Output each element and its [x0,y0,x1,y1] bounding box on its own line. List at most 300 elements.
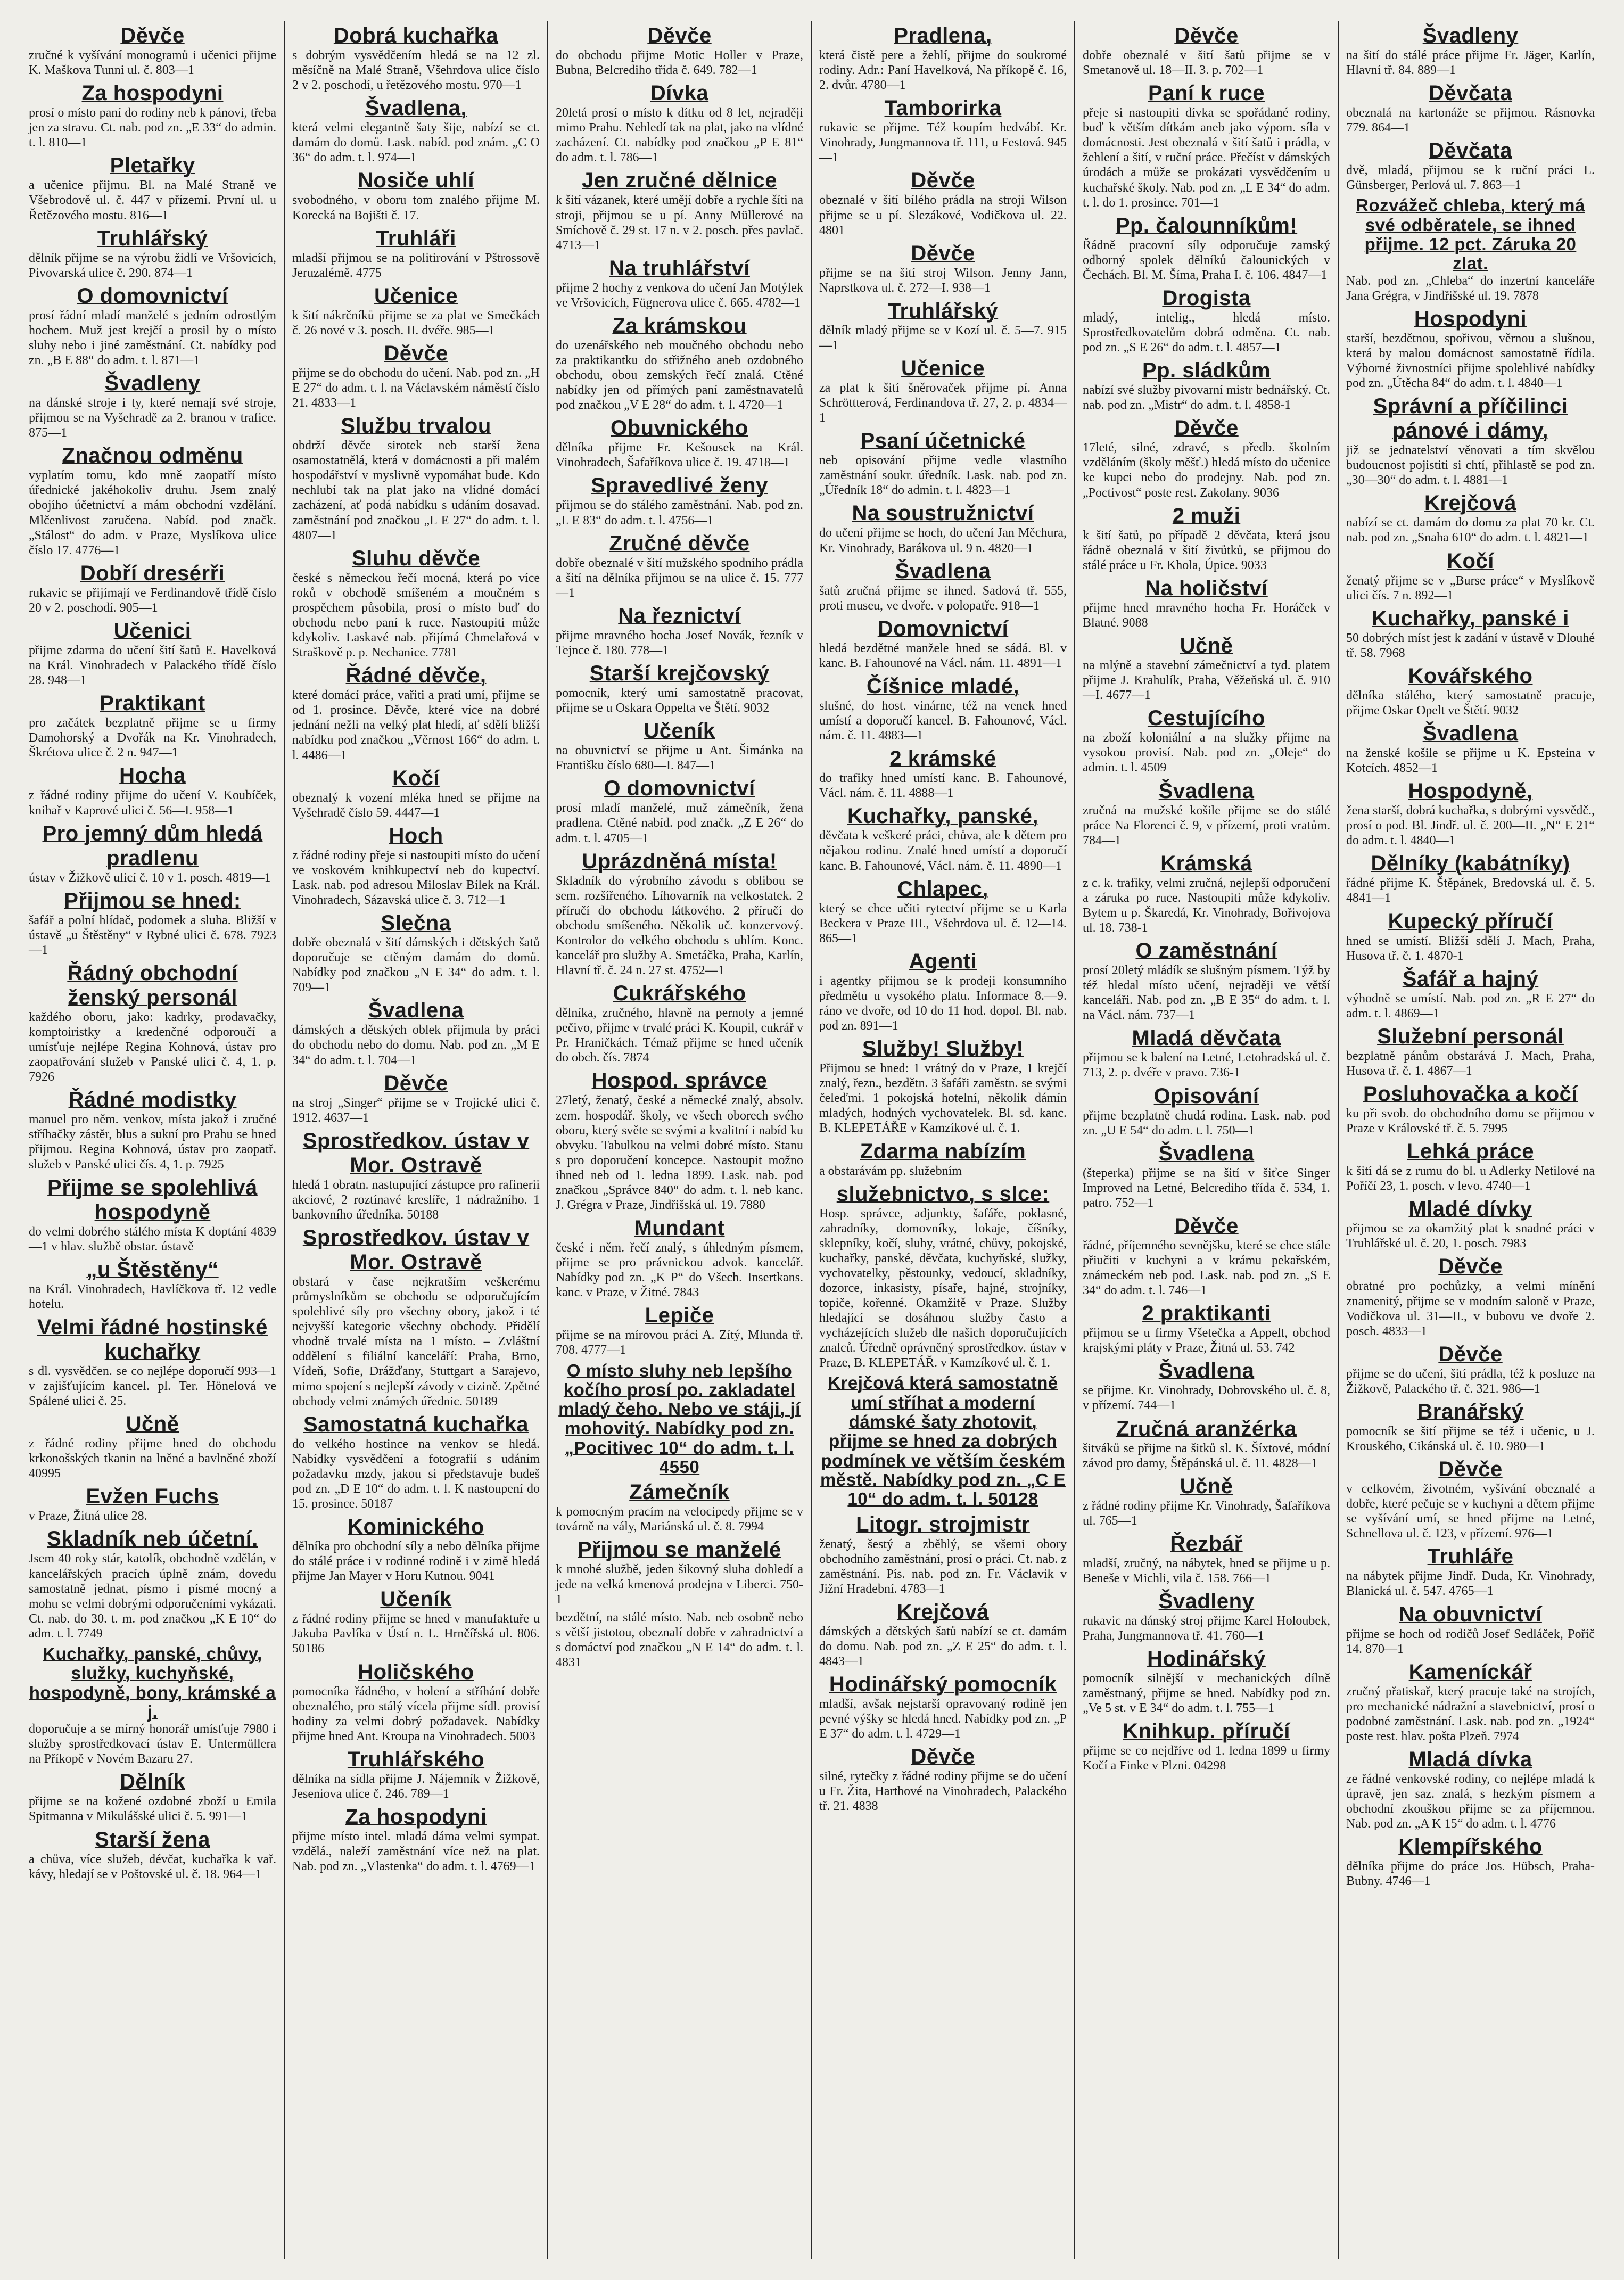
ad-title: Švadlena, [365,96,467,120]
ad-text: dělník přijme se na výrobu židlí ve Vršovicích, Pivovarská ulice č. 290. 874—1 [29,251,276,280]
classified-ad [292,339,540,411]
ad-title: 2 krámské [889,747,996,771]
classified-ad [819,1371,1067,1510]
ad-title: Správní a příčilinci pánové i dámy, [1373,394,1568,443]
ad-title: Služební personál [1377,1024,1564,1048]
ad-text: ženatý přijme se v „Burse práce“ v Myslíkově ulici čís. 7 n. 892—1 [1346,573,1595,603]
ad-title: Samostatná kuchařka [303,1412,529,1436]
classified-ad [1346,1397,1595,1455]
ad-text: která čistě pere a žehlí, přijme do soukromé rodiny. Adr.: Paní Havelková, Na příkopě č. 16, 2. dvůr. 4780—1 [819,48,1067,93]
ad-title: Služby! Služby! [862,1037,1024,1061]
ad-text: každého oboru, jako: kadrky, prodavačky, komptoiristky a kredenčné odporoučí a umísťuje nejlépe Regina Kohnová, ústav pro zaopatřování služeb v Panské ulici č. 4, 1. p. 7926 [29,1010,276,1084]
ad-column [285,21,548,2259]
ad-text: k pomocným pracím na velocipedy přijme se v továrně na vály, Mariánská ul. č. 8. 7994 [556,1505,803,1534]
ad-text: Jsem 40 roky stár, katolík, obchodně vzdělán, v kancelářských pracích úplně znám, dovedu samostatně jednat, písmo i písmé mocný a mohu se velmi dobrými odporučeními vykázati. Ct. nab. do 30. t. m. pod značkou „K E 10“ do adm. t. l. 7749 [29,1552,276,1641]
ad-text: obeznalé v šití bílého prádla na stroji Wilson přijme se u pí. Slezákové, Vodičkova ul. 22. 4801 [819,193,1067,237]
classified-ad [292,1512,540,1585]
classified-ad [556,1478,803,1535]
ad-title: Truhlářský [887,299,999,323]
ad-title: Knihkup. příručí [1123,1719,1290,1743]
ad-title: Skladník neb účetní. [47,1527,258,1551]
ad-title: Opisování [1153,1084,1259,1108]
ad-text: prosí řádní mladí manželé s jedním odrostlým hochem. Muž jest krejčí a prosil by o místo sluhy nebo i jiné zaměstnání. Ct. nabídky pod zn. „B E 88“ do adm. t. l. 871—1 [29,308,276,368]
ad-title: Švadleny [1422,24,1519,47]
ad-title: Děvče [911,241,975,265]
classified-ad [1346,1832,1595,1890]
classified-ad [29,1482,276,1525]
classified-ad [1083,356,1330,414]
ad-text: dělníka přijme Fr. Kešousek na Král. Vinohradech, Šafaříkova ulice č. 19. 4718—1 [556,441,803,470]
ad-title: Cukrářského [613,982,746,1006]
classified-ad [29,282,276,369]
ad-title: O zaměstnání [1135,939,1277,963]
ad-title: Děvče [1438,1255,1503,1279]
ad-title: „u Štěstěny“ [86,1257,219,1281]
ad-text: hledá 1 obratn. nastupující zástupce pro rafinerii akciové, 2 roztínavé kreslíře, 1 nádražního. 1 bankovního úředníka. 50188 [292,1178,540,1222]
ad-text: pomocník, který umí samostatně pracovat, přijme se u Oskara Oppelta ve Štětí. 9032 [556,686,803,715]
classified-ad [1083,284,1330,356]
ad-text: hledá bezdětné manžele hned se sádá. Bl. v kanc. B. Fahounové na Václ. nám. 11. 4891—1 [819,641,1067,670]
classified-ad [819,426,1067,499]
ad-title: Zručné děvče [609,531,750,555]
ad-title: Kameníckář [1408,1660,1532,1684]
classified-ad [1083,1717,1330,1774]
classified-ad [1083,1212,1330,1299]
classified-ad [292,1802,540,1875]
ad-text: ústav v Žižkově ulicí č. 10 v 1. posch. 4819—1 [29,870,271,885]
classified-ad [1346,1340,1595,1397]
classified-ad [1083,1299,1330,1356]
ad-title: Švadleny [104,372,201,396]
classified-ad [1083,21,1330,79]
classified-ad [292,996,540,1068]
ad-text: řádné přijme K. Štěpánek, Bredovská ul. č. 5. 4841—1 [1346,876,1595,906]
classified-ad [1083,849,1330,936]
ad-text: pro začátek bezplatně přijme se u firmy Damohorský a Dvořák na Kr. Vinohradech, Škrétova ulice č. 2 n. 947—1 [29,716,276,760]
ad-title: Za hospodyni [81,81,224,105]
classified-ad [1346,1080,1595,1137]
classified-ad [556,529,803,602]
ad-text: rukavic se přijme. Též koupím hedvábí. Kr. Vinohrady, Jungmannova tř. 111, u Festová. 945—1 [819,121,1067,165]
classified-ad [29,1525,276,1642]
ad-title: 2 muži [1172,504,1241,528]
ad-title: Na holičství [1145,576,1268,600]
classified-ad [556,79,803,166]
classified-ad [819,1034,1067,1137]
ad-text: k šití dá se z rumu do bl. u Adlerky Netilové na Poříčí 23, 1. posch. v levo. 4740—1 [1346,1164,1595,1193]
ad-text: k šití šatů, po případě 2 děvčata, která jsou řádně obeznalá v šití živůtků, se přijmou do stálé práce u Fr. Khola, Úpice. 9033 [1083,528,1330,572]
classified-ad [292,166,540,224]
ad-title: Truhláře [1427,1545,1514,1569]
classified-ad [29,1255,276,1313]
ad-title: Hospod. správce [591,1069,768,1093]
classified-ad [819,1510,1067,1598]
classified-ad [556,1535,803,1608]
classified-ad [556,1066,803,1214]
classified-ad [292,1658,540,1745]
ad-title: Učenice [901,357,985,381]
ad-title: Hospodyni [1414,307,1527,331]
ad-column [812,21,1075,2259]
ad-title: Starší krejčovský [589,662,770,686]
ad-title: Hoch [389,824,443,847]
ad-title: Učeník [644,719,715,743]
ad-text: dělníka pro obchodní síly a nebo dělníka přijme do stálé práce i v rodinné rodině i v zimě hledá přijme Jan Mayer v Horu Kutnou. 9041 [292,1540,540,1584]
ad-text: na zboží koloniální a na služky přijme na vysokou provisí. Nab. pod zn. „Oleje“ do admin. t. l. 4509 [1083,731,1330,775]
ad-title: Přijmou se manželé [578,1538,781,1562]
ad-text: dělníka, zručného, hlavně na pernoty a jemné pečivo, přijme v trvalé práci K. Koupil, cukrář v Pr. Hraničkách. Témaž přijme se hned učeník do obch. čís. 7874 [556,1006,803,1065]
ad-text: prosí o místo paní do rodiny neb k pánovi, třeba jen za stravu. Ct. nab. pod zn. „E 33“ do admin. t. l. 810—1 [29,106,276,150]
ad-text: přijmou se k balení na Letné, Letohradská ul. č. 713, 2. p. dvéře v pravo. 736-1 [1083,1051,1330,1080]
ad-title: Velmi řádné hostinské kuchařky [37,1315,268,1363]
ad-title: Děvče [911,1745,975,1769]
ad-title: Mladá dívka [1408,1748,1532,1772]
ad-text: přijme se na mírovou práci A. Zítý, Mlunda tř. 708. 4777—1 [556,1328,803,1357]
ad-title: Starší žena [95,1828,210,1851]
ad-text: dámských a dětských šatů nabízí se ct. damám do domu. Nab. pod zn. „Z E 25“ do adm. t. l. 4843—1 [819,1624,1067,1668]
ad-text: dobře obeznalé v šití šatů přijme se v Smetanově ul. 18—II. 3. p. 702—1 [1083,48,1330,78]
classified-ad [29,959,276,1085]
classified-ad [556,979,803,1066]
classified-ad [1346,489,1595,546]
ad-title: Klempířského [1398,1835,1543,1859]
ad-title: Dělník [119,1770,186,1794]
ad-title: Službu trvalou [341,414,491,438]
ad-text: přijme bezplatně chudá rodina. Lask. nab. pod zn. „U E 54“ do adm. t. l. 750—1 [1083,1108,1330,1138]
ad-text: hned se umístí. Bližší sdělí J. Mach, Praha, Husova tř. č. 1. 4870-1 [1346,934,1595,963]
ad-text: mladý, intelig., hledá místo. Sprostředkovatelům dobrá odměna. Ct. nab. pod zn. „S E 26“ do adm. t. l. 4857—1 [1083,310,1330,355]
classified-ad [1346,392,1595,489]
ad-title: Domovnictví [877,616,1009,640]
ad-title: Spravedlivé ženy [591,474,768,498]
ad-text: již se jednatelství věnovati a tím skvělou budoucnost pojistiti si chtí, přihlastě se pod zn. „30—30“ do adm. t. l. 4881—1 [1346,443,1595,488]
classified-ad [29,441,276,558]
classified-ad [292,1126,540,1223]
ad-title: Děvče [1438,1342,1503,1366]
ad-text: české i něm. řečí znalý, s úhledným písmem, přijme se pro právnickou advok. kancelář. Nabídky pod zn. „K P“ do Všech. Insertkans. kanc. v Praze, v Žitné. 7843 [556,1241,803,1300]
ad-text: starší, bezdětnou, spořivou, věrnou a slušnou, která by malou domácnost samostatně řídila. Výborné živnostníci přijme spolehlivé nabídky pod zn. „Útěcha 84“ do adm. t. l. 4840—1 [1346,331,1595,391]
ad-text: (šteperka) přijme se na šití v šiťce Singer Improved na Letné, Belcrediho třída č. 534, 1. patro. 752—1 [1083,1166,1330,1210]
ad-text: na ženské košile se přijme u K. Epsteina v Kotcích. 4852—1 [1346,746,1595,776]
classified-ad [1083,1356,1330,1414]
ad-text: výhodně se umístí. Nab. pod zn. „R E 27“ do adm. t. l. 4869—1 [1346,991,1595,1020]
ad-title: Za krámskou [612,314,747,338]
ad-title: Řezbář [1170,1532,1243,1555]
ad-text: přijme se na šití stroj Wilson. Jenny Jann, Naprstkova ul. č. 272—I. 938—1 [819,266,1067,295]
ad-text: ženatý, šestý a zběhlý, se všemi obory obchodního zaměstnání, prosí o práci. Ct. nab. z zaměstnání. Pís. nab. pod zn. Fr. Václavik v Jižní Hradební. 4783—1 [819,1537,1067,1596]
ad-text: z c. k. trafiky, velmi zručná, nejlepší odporučení a záruka po ruce. Nastoupiti může kdykoliv. Bytem u p. Škaredá, Kr. Vinohrady, Bořivojova ul. 18. 738-1 [1083,876,1330,935]
ad-title: Paní k ruce [1148,81,1265,105]
ad-text: šafář a polní hlídač, podomek a sluha. Bližší v ústavě „u Štěstěny“ v Rybné ulici č. 678. 7923—1 [29,913,276,957]
ad-text: 17leté, silné, zdravé, s předb. školním vzděláním (školy měšť.) hledá místo do učenice ke kupci nebo do prodejny. Nab. pod zn. „Poctivost“ poste rest. Zakolany. 9036 [1083,441,1330,500]
ad-text: bezplatně pánům obstarává J. Mach, Praha, Husova tř. č. 1. 4867—1 [1346,1049,1595,1078]
classified-ad [29,819,276,886]
classified-ad [29,1767,276,1825]
classified-ad [29,79,276,151]
ad-title: Kovářského [1408,664,1533,688]
classified-ad [29,761,276,819]
ad-title: Dívka [650,81,709,105]
ad-title: Řádný obchodní ženský personál [67,961,238,1009]
ad-title: Učně [1180,1474,1233,1498]
classified-ad [819,297,1067,354]
ad-text: šitváků se přijme na šitků sl. K. Šíxtové, módní závod pro damy, Štěpánská ul. č. 11. 4828—1 [1083,1441,1330,1470]
ad-title: Chlapec, [897,877,988,901]
ad-title: Děvče [384,341,448,365]
ad-title: Děvčata [1429,81,1512,105]
ad-text: dělníka na sídla přijme J. Nájemník v Žižkově, Jeseniova ulice č. 246. 789—1 [292,1772,540,1801]
ad-text: na obuvnictví se přijme u Ant. Šimánka na Františku číslo 680—I. 847—1 [556,744,803,773]
ad-title: Hodinářský pomocník [829,1673,1057,1697]
ad-text: prosí mladí manželé, muž zámečník, žena pradlena. Ctěné nabíd. pod značk. „Z E 26“ do adm. t. l. 4705—1 [556,801,803,845]
ad-title: Číšnice mladé, [866,674,1020,698]
classified-ad [1083,777,1330,849]
ad-title: Přijme se spolehlivá hospodyně [47,1175,258,1224]
ad-text: neb opisování přijme vedle vlastního zaměstnání soukr. úředník. Lask. nab. pod zn. „Úředník 18“ do admin. t. l. 4823—1 [819,454,1067,498]
ad-text: na mlýně a stavební zámečnictví a tyd. platem přijme J. Krahulík, Praha, Věžeňská ul. č. 910—I. 4677—1 [1083,659,1330,703]
ad-title: Kočí [392,766,440,790]
ad-text: z řádné rodiny přijme hned do obchodu krkonošských tkanin na lněné a bavlněné zboží 40995 [29,1437,276,1481]
ad-title: Švadlena [1158,1359,1255,1383]
classified-ad [1346,965,1595,1022]
classified-ad [819,614,1067,672]
ad-text: i agentky přijmou se k prodeji konsumního předmětu u vysokého platu. Informace 8.—9. ráno ve dvoře, od 10 do 11 hod. dopol. Bl. nab. pod zn. 891—1 [819,974,1067,1033]
classified-ad [1346,1542,1595,1600]
classified-ad [292,544,540,661]
classified-ad [29,151,276,224]
ad-text: obeznalá na kartonáže se přijmou. Rásnovka 779. 864—1 [1346,106,1595,135]
ad-text: mladší, avšak nejstarší opravovaný rodině jen pevné výšky se hledá hned. Nabídky pod zn. „P E 37“ do adm. t. l. 4729—1 [819,1697,1067,1741]
ad-text: přijme se hoch od rodičů Josef Sedláček, Poříč 14. 870—1 [1346,1627,1595,1656]
classified-ad [819,802,1067,874]
classified-ad [29,886,276,959]
classified-ad [819,672,1067,744]
classified-ad [819,1742,1067,1815]
ad-title: Jen zručné dělnice [582,169,777,193]
classified-ad [1083,936,1330,1024]
ad-text: přeje si nastoupiti dívka se spořádané rodiny, buď k větším dítkám aneb jako výpom. síla v domácnosti. Jest obeznalá v šití šatů i prádla, v žehlení a šití, v ruční práce. Přečíst v dámských úrodách a může se prokázati vysvědčením u kuchařské školy. Nab. pod zn. „L E 34“ do adm. t. l. do 1. prosince. 701—1 [1083,106,1330,210]
ad-text: šatů zručná přijme se ihned. Sadová tř. 555, proti museu, ve dvoře. v polopatře. 918—1 [819,583,1067,613]
ad-title: Evžen Fuchs [86,1485,219,1509]
ad-text: prosí 20letý mládík se slušným písmem. Týž by též hledal místo učení, nejraději ve větší kanceláři. Nab. pod zn. „B E 35“ do adm. t. l. na Václ. nám. 737—1 [1083,964,1330,1023]
classified-ad [1346,1745,1595,1832]
classified-ad [29,1642,276,1767]
ad-text: k šití nákrčníků přijme se za plat ve Smečkách č. 26 nové v 3. posch. II. dvéře. 985—1 [292,308,540,338]
ad-title: Pp. sládkům [1142,359,1271,383]
classified-ad [1083,79,1330,211]
classified-ad [1346,719,1595,777]
ad-title: Pp. čalounníkům! [1115,213,1298,237]
ad-title: Přijmou se hned: [64,888,241,912]
ad-text: obstará v čase nejkratším veškerému průmyslníkům se obchodu se odporučujícím spolehlivé síly pro všechny obory, jakož i té nejvyšší kategorie všechny obchody. Přidělí vhodně trvalé místa na 1 místo. – Zvláštní oddělení s filiální kanceláří: Praha, Brno, Vídeň, Sofie, Drážďany, Stuttgart a Sarajevo, mimo spojení s nejlepší závody v cizině. Zpětné obchody velmi známých úřednic. 50189 [292,1274,540,1409]
ad-title: Dobrá kuchařka [333,24,499,47]
ad-title: Děvče [1174,24,1239,47]
classified-ad [292,1223,540,1410]
ad-text: 20letá prosí o místo k dítku od 8 let, nejraději mimo Prahu. Nehledí tak na plat, jako na vlídné zacházení. Ct. nabídky pod značkou „P E 81“ do adm. t. l. 786—1 [556,106,803,165]
ad-text: obdrží děvče sirotek neb starší žena osamostatnělá, která v domácnosti a při malém hospodářství v myslivně vypomáhat bude. Kdo nechlubí tak na plat jako na vlídné domácí zacházení, ať podá nabídku s udáním dosavad. zaměstnání pod značkou „L E 27“ do adm. t. l. 4807—1 [292,439,540,542]
classified-ad [29,1410,276,1482]
classified-ad [292,224,540,282]
ad-title: Branářský [1417,1400,1524,1423]
ad-title: Praktikant [100,692,205,715]
classified-ad [819,1598,1067,1670]
ad-title: Obuvnického [611,416,748,440]
classified-ad [1346,547,1595,604]
ad-title: Hocha [119,764,186,788]
classified-ad [556,1214,803,1301]
ad-title: Značnou odměnu [62,444,243,468]
classified-ad [29,689,276,761]
ad-text: rukavic na dánský stroj přijme Karel Holoubek, Praha, Jungmannova tř. 41. 760—1 [1083,1614,1330,1643]
ad-text: a chůva, více služeb, dévčat, kuchařka k vař. kávy, hledají se v Poštovské ul. č. 18. 964—1 [29,1852,276,1881]
classified-ad [292,94,540,166]
classified-ad [819,239,1067,297]
ad-column [1339,21,1602,2259]
ad-column [21,21,285,2259]
ad-text: do velkého hostince na venkov se hledá. Nabídky vysvědčení a fotografií s udáním požadavku mzdy, jakou si představuje budeš pod zn. „D E 10“ do adm. t. l. K nastoupení do 15. prosince. 50187 [292,1437,540,1511]
ad-text: pomocníka řádného, v holení a stříhání dobře obeznalého, pro stálý vícela přijme sídl. provisí hodiny za velmi dobrý požadavek. Nabídky přijme hned Ant. Kroupa na Vinohradech. 5003 [292,1684,540,1743]
ad-title: Mundant [634,1216,725,1240]
classified-ad [1346,777,1595,849]
ad-text: nabízí své služby pivovarní mistr bednářský. Ct. nab. pod zn. „Mistr“ do adm. t. l. 4858-1 [1083,383,1330,413]
classified-ad [29,1173,276,1255]
ad-text: do obchodu přijme Motic Holler v Praze, Bubna, Belcrediho třída č. 649. 782—1 [556,48,803,78]
ad-title: Krejčová která samostatně umí stříhat a moderní dámské šaty zhotovit, přijme se hned za dobrých podmínek ve větším českém městě. Nabídky pod zn. „C E 10“ do adm. t. l. 50128 [820,1373,1066,1509]
ad-title: Truhlářského [347,1747,485,1771]
classified-ad [819,1670,1067,1742]
ad-text: který se chce učiti rytectví přijme se u Karla Beckera v Praze III., Všehrdova ul. č. 12—14. 865—1 [819,901,1067,945]
classified-ad [29,1085,276,1173]
ad-text: ze řádné venkovské rodiny, co nejlépe mladá k úpravě, jen saz. znalá, s hezkým písmem a obchodní zkouškou přijme se za příjemnou. Nab. pod zn. „A K 15“ do adm. t. l. 4776 [1346,1772,1595,1831]
ad-title: Mladá děvčata [1132,1026,1281,1050]
ad-column [1075,21,1339,2259]
ad-title: Pletařky [110,154,195,178]
ad-text: přijmou se u firmy Všetečka a Appelt, obchod krajskými pláty v Praze, Žitná ul. 53. 742 [1083,1326,1330,1355]
classified-ad [556,847,803,980]
ad-title: Cestujícího [1147,706,1266,730]
classified-ad [1346,662,1595,719]
ad-text: k mnohé službě, jeden šikovný sluha dohledí a jede na velká kmenová prodejna v Liberci. 750-1 [556,1562,803,1607]
classified-ad [819,1137,1067,1180]
ad-title: Na truhlářství [609,256,750,280]
classified-ad [1346,1137,1595,1195]
ad-text: které domácí práce, vařiti a prati umí, přijme se od 1. prosince. Děvče, které více na dobré jednání nežli na velký plat hledí, ať sdělí bližší nabídku pod značkou „Věrnost 166“ do adm. t. l. 4486—1 [292,688,540,762]
classified-ad [819,1180,1067,1372]
ad-text: do trafiky hned umístí kanc. B. Fahounové, Václ. nám. č. 11. 4888—1 [819,771,1067,801]
ad-text: do učení přijme se hoch, do učení Jan Měchura, Kr. Vinohrady, Barákova ul. 9 n. 4820—1 [819,526,1067,555]
classified-ad [1346,1455,1595,1542]
ad-title: Za hospodyni [345,1805,487,1829]
ad-text: dvě, mladá, přijmou se k ruční práci L. Günsberger, Perlová ul. 7. 863—1 [1346,163,1595,193]
ad-text: dobře obeznalé v šití mužského spodního prádla a šití na dělníka přijmou se na ulice č. 15. 777—1 [556,556,803,600]
ad-text: přijme místo intel. mladá dáma velmi sympat. vzdělá., naleží zaměstnání více než na plat. Nab. pod zn. „Vlastenka“ do adm. t. l. 4769—1 [292,1830,540,1874]
classified-ad [1083,1082,1330,1139]
classified-ad [1346,79,1595,136]
classified-ad [819,557,1067,614]
ad-title: Hospodyně, [1408,779,1533,803]
ad-title: Švadleny [1158,1590,1255,1613]
ad-text: s dobrým vysvědčením hledá se na 12 zl. měsíčně na Malé Straně, Všehrdova ulice číslo 2 v 2. poschodí, u řetězového mostu. 970—1 [292,48,540,93]
ad-text: děvčata k veškeré práci, chůva, ale k dětem pro nějakou rodinu. Znalé hned umístí a doporučí kanc. B. Fahounové, Václ. nám. č. 11. 4890—1 [819,829,1067,873]
ad-title: Zdarma nabízím [860,1139,1026,1163]
classified-ad [292,661,540,763]
classified-ad [1083,1024,1330,1081]
ad-title: Kuchařky, panské i [1372,606,1569,630]
classified-ad [1346,304,1595,392]
ad-text: dámských a dětských oblek přijmula by práci do obchodu nebo do domu. Nab. pod zn. „M E 34“ do adm. t. l. 704—1 [292,1023,540,1067]
classified-ad [1346,1195,1595,1252]
ad-text: vyplatím tomu, kdo mně zaopatří místo úřednické jakéhokoliv druhu. Jsem znalý obojího účetnictví a mám obchodní vzdělání. Mlčenlivost zaručena. Nabíd. pod značk. „Stálost“ do adm. v Praze, Myslíkova ulice číslo 17. 4776—1 [29,468,276,557]
classified-ad [1083,704,1330,776]
classified-ad [1083,1414,1330,1472]
ad-text: Přijmou se hned: 1 vrátný do v Praze, 1 krejčí znalý, řezn., bezdětn. 3 šafáři zaměstn. se svými čeleďmi. 1 pokojská hotelní, několik dámín mladých, hodných vychovatelek. Bl. sd. kanc. B. KLEPETÁŘE v Kamzíkové ul. č. 1. [819,1061,1067,1135]
classified-ad [1346,1252,1595,1339]
ad-title: Zručná aranžérka [1116,1417,1297,1441]
classified-ad [819,875,1067,947]
ad-title: Uprázdněná místa! [582,849,777,873]
ad-text: v Praze, Žitná ulice 28. [29,1509,147,1524]
classified-ad [29,559,276,616]
classified-ad [556,717,803,774]
ad-title: Kupecký příručí [1388,909,1553,933]
classified-ad [29,369,276,441]
classified-ad [819,21,1067,94]
ad-title: Řádné děvče, [345,664,487,688]
ad-title: Šafář a hajný [1402,967,1539,991]
ad-title: Sprostředkov. ústav v Mor. Ostravě [302,1225,530,1274]
ad-title: Kočí [1447,549,1494,573]
ad-title: Tamborirka [884,96,1002,120]
ad-text: svobodného, v oboru tom znalého přijme M. Korecká na Bojišti č. 17. [292,193,540,223]
ad-title: O domovnictví [77,284,228,308]
ad-title: O domovnictví [604,777,755,801]
newspaper-page [21,21,1602,2259]
ad-text: přijme se na kožené ozdobné zboží u Emila Spitmanna v Mikulášské ulici č. 5. 991—1 [29,1795,276,1824]
classified-ad [1346,1022,1595,1080]
ad-text: z řádné rodiny přijme se hned v manufaktuře u Jakuba Pavlíka v Ústí n. L. Hrnčířská ul. 806. 50186 [292,1612,540,1656]
classified-ad [819,744,1067,802]
classified-ad [556,21,803,79]
ad-title: Děvčata [1429,139,1512,163]
classified-ad [1083,414,1330,501]
ad-text: rukavic se přijímají ve Ferdinandově třídě číslo 20 v 2. poschodí. 905—1 [29,586,276,615]
classified-ad [1083,1529,1330,1587]
ad-text: z řádné rodiny přeje si nastoupiti místo do učení ve voskovém knihkupectví neb do kupectví. Lask. nab. pod adresou Miloslav Bílek na Král. Vinohradech, Sázavská ulice č. 3. 712—1 [292,848,540,907]
ad-title: O místo sluhy neb lepšího kočího prosí po. zakladatel mladý čeho. Nebo ve stáji, jí mohovitý. Nabídky pod zn. „Pocitivec 10“ do adm. t. l. 4550 [558,1360,801,1477]
classified-ad [292,1745,540,1802]
ad-text: 27letý, ženatý, české a německé znalý, absolv. zem. hospodář. školy, ve všech oborech svého oboru, který světe se svými a kvalitní i nabíd ku obvyku. Tabulkou na velmi dobré místo. Stanu s pro doporučení koncepce. Nastoupit možno ihned neb od 1. ledna 1899. Lask. nab. pod značkou „Správce 840“ do adm. t. l. neb kanc. J. Grégra v Praze, Jindřišská ul. 19. 7880 [556,1093,803,1212]
ad-text: Nab. pod zn. „Chleba“ do inzertní kanceláře Jana Grégra, v Jindřišské ul. 19. 7878 [1346,274,1595,303]
classified-ad [556,1301,803,1359]
classified-ad [29,21,276,79]
ad-text: mladší, zručný, na nábytek, hned se přijme u p. Beneše v Michli, vila č. 158. 766—1 [1083,1556,1330,1585]
classified-ad [1083,631,1330,704]
classified-ad [1346,136,1595,194]
ad-text: přijme hned mravného hocha Fr. Horáček v Blatné. 9088 [1083,600,1330,630]
classified-ad [556,414,803,471]
ad-text: přijmou se do stálého zaměstnání. Nab. pod zn. „L E 83“ do adm. t. l. 4756—1 [556,498,803,528]
ad-text: zručné k vyšívání monogramů i učenici přijme K. Maškova Tunni ul. č. 803—1 [29,48,276,78]
ad-text: přijme se do učení, šití prádla, též k posluze na Žižkově, Palackého tř. č. 321. 986—1 [1346,1367,1595,1396]
ad-text: na stroj „Singer“ přijme se v Trojické ulici č. 1912. 4637—1 [292,1096,540,1125]
ad-text: slušné, do host. vinárne, též na venek hned umístí a doporučí kancel. B. Fahounové, Václ. nám. č. 11. 4883—1 [819,698,1067,743]
ad-text: manuel pro něm. venkov, místa jakož i zručné stříhačky zástěr, blus a sukní pro Prahu se hned přijmou. Regina Kohnová, ústav pro zaopatř. služeb v Panské ulici čís. 4, 1. p. 7925 [29,1113,276,1172]
ad-title: Krejčová [1424,491,1516,515]
ad-text: za plat k šití šněrovaček přijme pí. Anna Schröttterová, Ferdinandova tř. 27, 2. p. 4834—1 [819,381,1067,425]
ad-title: Slečna [381,911,451,935]
ad-title: Pro jemný dům hledá pradlenu [42,821,263,870]
ad-title: Učně [126,1412,179,1436]
